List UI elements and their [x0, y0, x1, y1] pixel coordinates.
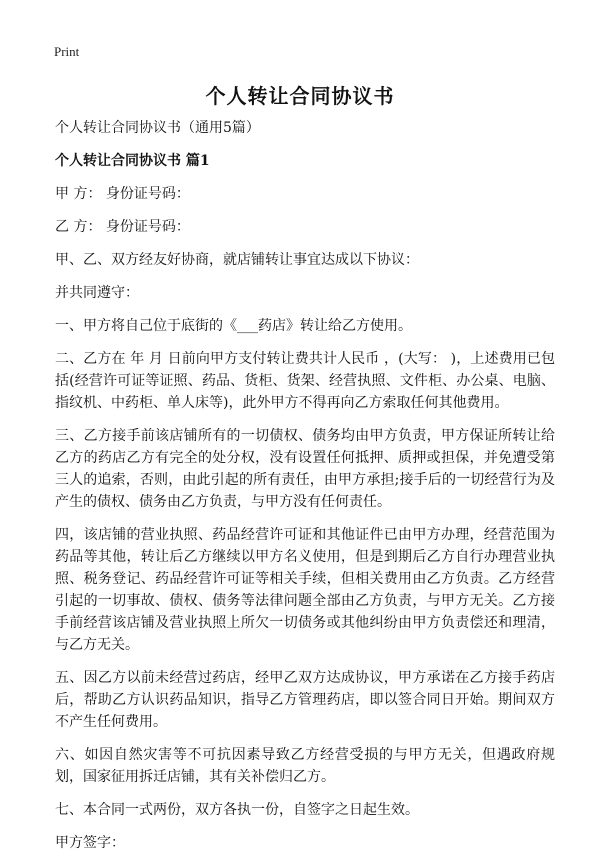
clause-4: 四，该店铺的营业执照、药品经营许可证和其他证件已由甲方办理，经营范围为药品等其他，转让后乙方继续以甲方名义使用，但是到期后乙方自行办理营业执照、税务登记、药品经营许可证等相关手续，但相关费用由乙方负责。乙方经营引起的一切事故、债权、债务等法律问题全部由乙方负责，与甲方无关。乙方接手前经营该店铺及营业执照上所欠一切债务或其他纠纷由甲方负责偿还和理清，与乙方无关。: [55, 527, 555, 653]
clause-2: 二、乙方在 年 月 日前向甲方支付转让费共计人民币 ，(大写： )，上述费用已包括(经营许可证等证照、药品、货柜、货架、经营执照、文件柜、办公桌、电脑、指纹机、中药柜、单人床等)，此外甲方不得再向乙方索取任何其他费用。: [55, 351, 555, 411]
clause-3: 三、乙方接手前该店铺所有的一切债权、债务均由甲方负责，甲方保证所转让给乙方的药店乙方有完全的处分权，没有设置任何抵押、质押或担保，并免遭受第三人的追索，否则，由此引起的所有责任，由甲方承担;接手后的一切经营行为及产生的债权、债务由乙方负责，与甲方没有任何责任。: [55, 428, 555, 510]
party-a-line: 甲 方： 身份证号码：: [55, 186, 190, 202]
clause-1: 一、甲方将自己位于底街的《___药店》转让给乙方使用。: [55, 318, 412, 334]
clause-5: 五、因乙方以前未经营过药店，经甲乙双方达成协议，甲方承诺在乙方接手药店后，帮助乙方认识药品知识，指导乙方管理药店，即以签合同日开始。期间双方不产生任何费用。: [55, 670, 555, 730]
document-title: 个人转让合同协议书: [205, 84, 395, 108]
document-subtitle: 个人转让合同协议书（通用5篇）: [55, 120, 260, 136]
party-b-line: 乙 方： 身份证号码：: [55, 219, 190, 235]
party-a-signature: 甲方签字：: [55, 835, 125, 851]
print-link[interactable]: Print: [54, 44, 80, 59]
section-heading: 个人转让合同协议书 篇1: [55, 153, 210, 169]
clause-7: 七、本合同一式两份，双方各执一份，自签字之日起生效。: [55, 802, 419, 818]
agreement-comply: 并共同遵守：: [55, 285, 139, 301]
agreement-intro: 甲、乙、双方经友好协商，就店铺转让事宜达成以下协议：: [55, 252, 419, 268]
document-body: [55, 117, 555, 865]
clause-6: 六、如因自然灾害等不可抗因素导致乙方经营受损的与甲方无关，但遇政府规划，国家征用拆迁店铺，其有关补偿归乙方。: [55, 747, 555, 785]
